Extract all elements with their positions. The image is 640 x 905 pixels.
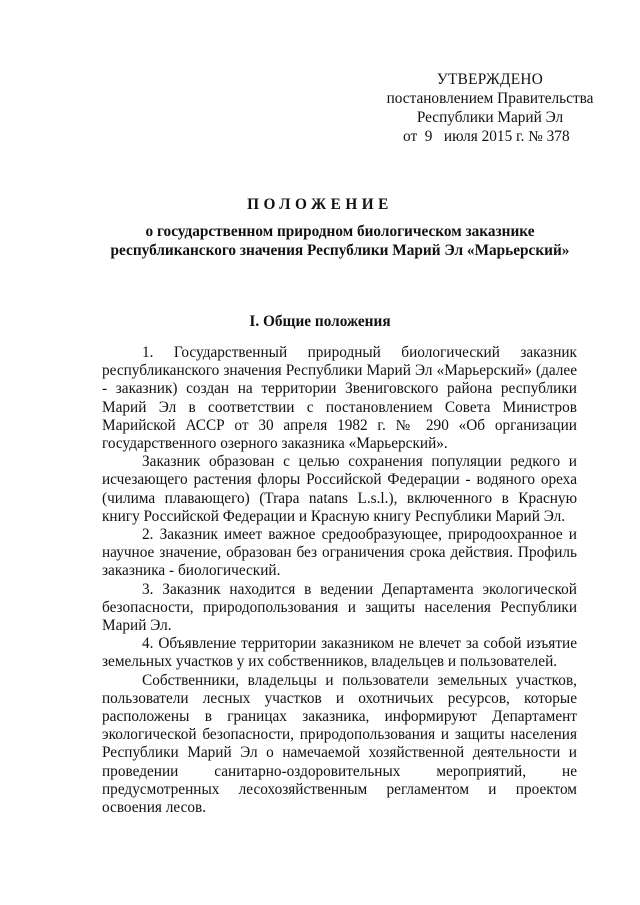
approval-stamp	[370, 70, 610, 146]
approval-date-line	[370, 127, 610, 146]
paragraph-1: 1. Государственный природный биологический заказник республиканского значения Республики Марий Эл «Марьерский» (далее - заказник) создан на территории Звениговского района республики Марий Эл в соответствии с постановлением Совета Министров Марийской АССР от 30 апреля 1982 г. № 290 «Об организации государственного озерного заказника «Марьерский».	[102, 344, 577, 453]
paragraph-5: 4. Объявление территории заказником не влечет за собой изъятие земельных участков у их собственников, владельцев и пользователей.	[102, 635, 577, 671]
document-subtitle	[100, 222, 580, 260]
paragraph-6: Собственники, владельцы и пользователи земельных участков, пользователи лесных участков и охотничьих ресурсов, которые расположены в границах заказника, информируют Департамент экологической безопасности, природопользования и защиты населения Республики Марий Эл о намечаемой хозяйственной деятельности и проведении санитарно-оздоровительных мероприятий, не предусмотренных лесохозяйственным регламентом и проектом освоения лесов.	[102, 671, 577, 817]
section-heading: I. Общие положения	[249, 313, 391, 330]
paragraph-4: 3. Заказник находится в ведении Департамента экологической безопасности, природопользования и защиты населения Республики Марий Эл.	[102, 580, 577, 635]
document-title: ПОЛОЖЕНИЕ	[247, 196, 393, 213]
approval-date-text: от 9 июля 2015 г. № 378	[403, 128, 570, 145]
approval-line-1: постановлением Правительства	[386, 90, 594, 107]
approval-title: УТВЕРЖДЕНО	[436, 71, 544, 88]
paragraph-2: Заказник образован с целью сохранения популяции редкого и исчезающего растения флоры Российской Федерации - водяного ореха (чилима плавающего) (Trapa natans L.s.l.), включенного в Красную книгу Российской Федерации и Красную книгу Республики Марий Эл.	[102, 453, 577, 525]
approval-line-2: Республики Марий Эл	[416, 109, 564, 126]
section-body	[102, 344, 577, 817]
document-subtitle-line-1: о государственном природном биологическом заказнике	[145, 223, 535, 240]
document-subtitle-line-2: республиканского значения Республики Марий Эл «Марьерский»	[110, 242, 570, 259]
paragraph-3: 2. Заказник имеет важное средообразующее, природоохранное и научное значение, образован без ограничения срока действия. Профиль заказника - биологический.	[102, 526, 577, 580]
